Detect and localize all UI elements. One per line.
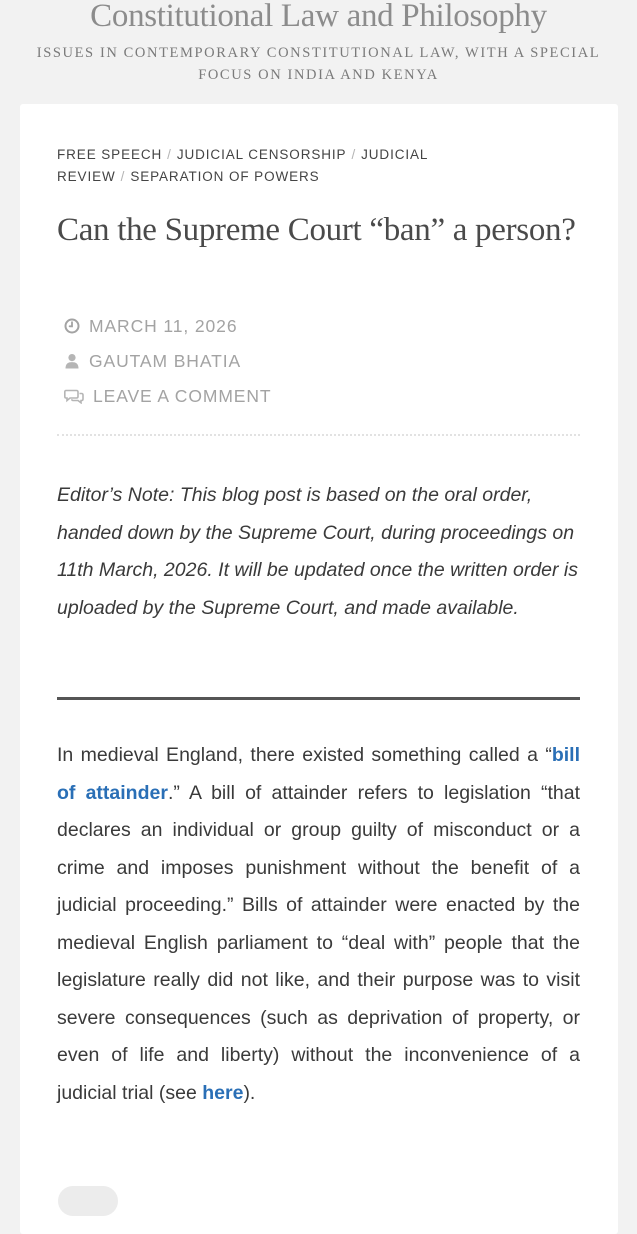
user-icon	[64, 353, 80, 369]
bill-of-attainder-link[interactable]: bill of attainder	[57, 744, 580, 804]
post-date: MARCH 11, 2026	[89, 315, 238, 336]
site-description: ISSUES IN CONTEMPORARY CONSTITUTIONAL LAW, WITH A SPECIAL FOCUS ON INDIA AND KENYA	[36, 45, 601, 83]
editor-note: Editor’s Note: This blog post is based on the oral order, handed down by the Supreme Court, during proceedings on 11th March, 2026. It will be updated once the written order is uploaded by the Supreme Court, and made available.	[57, 484, 579, 619]
post-title: Can the Supreme Court “ban” a person?	[57, 212, 576, 248]
post-author[interactable]: GAUTAM BHATIA	[89, 350, 242, 371]
post-date-row	[64, 314, 484, 338]
category-separation-of-powers[interactable]: SEPARATION OF POWERS	[130, 169, 320, 184]
leave-comment-link[interactable]: LEAVE A COMMENT	[93, 385, 272, 406]
body-text-segment: .” A bill of attainder refers to legislation “that declares an individual or group guilty of misconduct or a crime and imposes punishment without the benefit of a judicial proceeding.” Bills of attainder were enacted by the medieval English parliament to “deal with” people that the legislature really did not like, and their purpose was to visit severe consequences (such as deprivation of property, or even of life and liberty) without the inconvenience of a judicial trial (see	[57, 781, 580, 1104]
body-text-segment: In medieval England, there existed something called a “	[57, 744, 552, 766]
category-separator: /	[167, 147, 172, 162]
post-categories	[57, 144, 587, 188]
site-title[interactable]: Constitutional Law and Philosophy	[90, 0, 547, 34]
clock-icon	[64, 318, 80, 334]
meta-divider	[57, 434, 580, 436]
here-link[interactable]: here	[202, 1081, 244, 1104]
post-card	[20, 104, 618, 1234]
body-text-segment: ).	[243, 1081, 256, 1104]
horizontal-rule	[57, 697, 580, 700]
category-separator: /	[351, 147, 357, 162]
post-body-paragraph	[57, 737, 580, 1112]
comments-icon	[64, 388, 84, 404]
category-free-speech[interactable]: FREE SPEECH	[57, 147, 163, 162]
category-judicial-review[interactable]: JUDICIAL REVIEW	[57, 147, 428, 184]
category-judicial-censorship[interactable]: JUDICIAL CENSORSHIP	[176, 147, 347, 162]
post-author-row	[64, 349, 484, 373]
post-comment-row	[64, 384, 484, 408]
category-separator: /	[120, 169, 126, 184]
next-element-edge	[58, 1186, 118, 1216]
